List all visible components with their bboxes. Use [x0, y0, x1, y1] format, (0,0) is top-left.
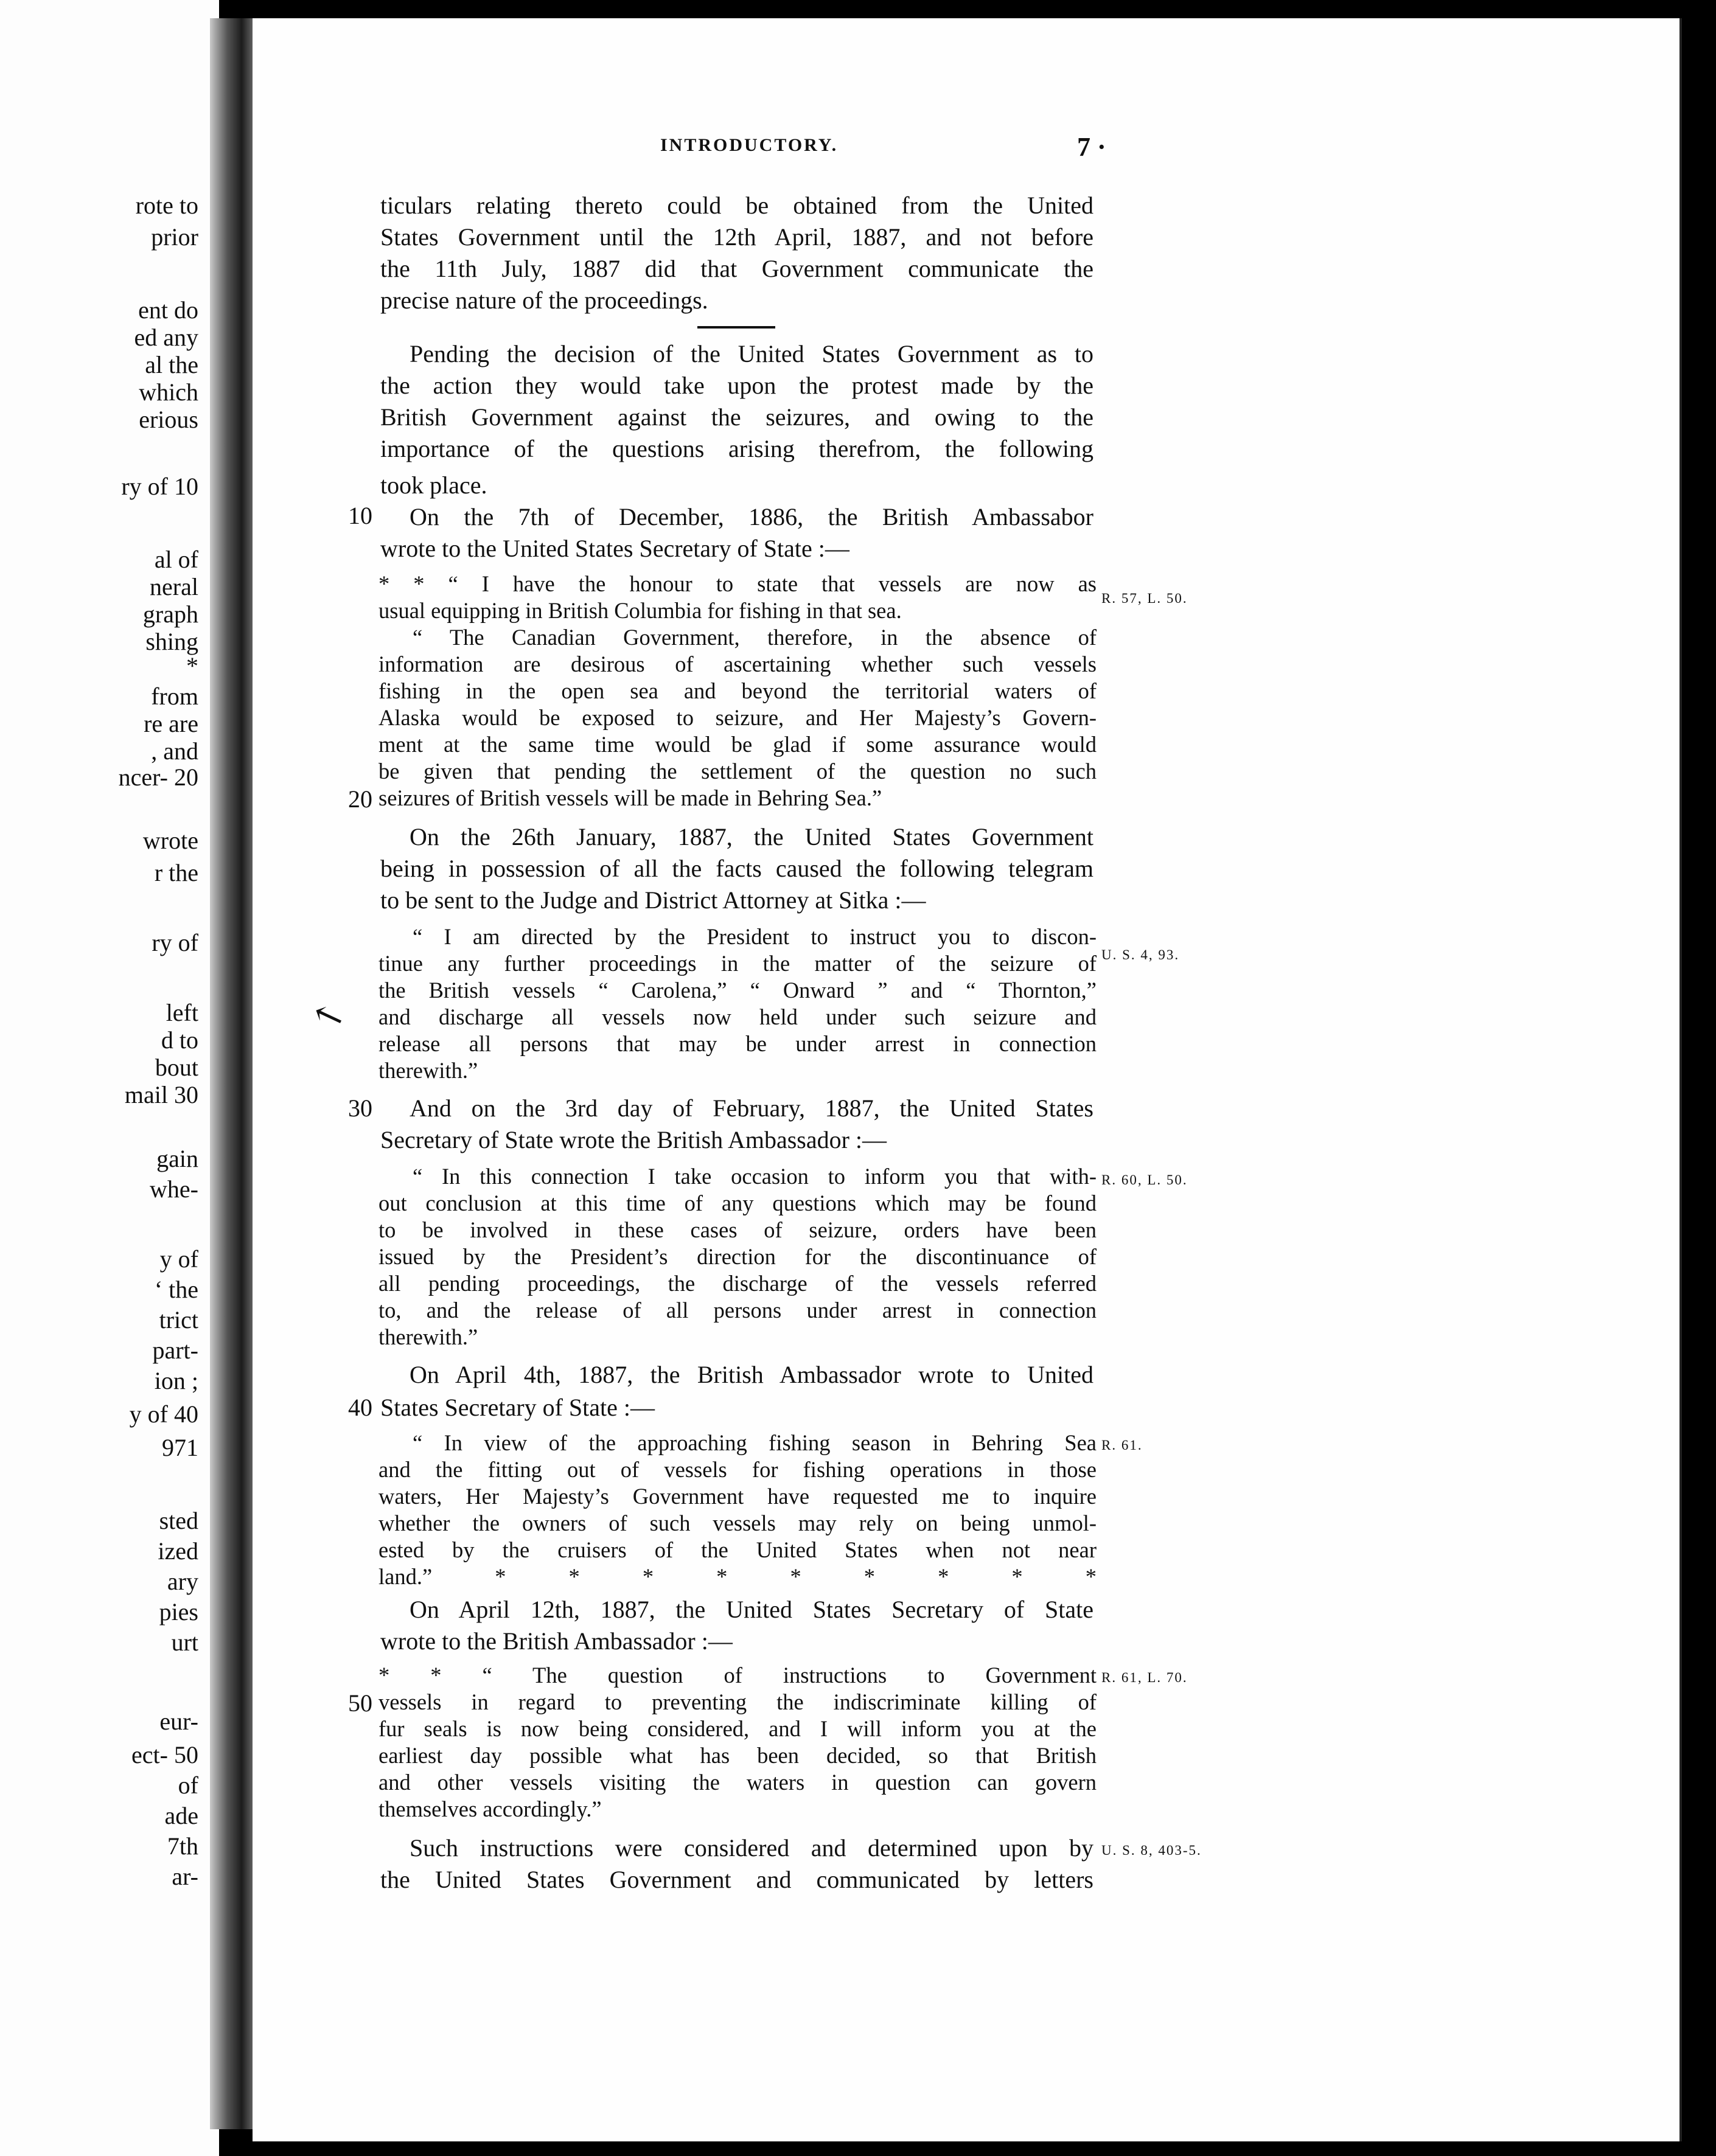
left-page-line: ized — [158, 1537, 198, 1565]
left-page-line: ect- 50 — [131, 1741, 198, 1768]
body-line: precise nature of the proceedings. — [380, 287, 708, 314]
line-number: 40 — [348, 1394, 372, 1421]
quote-line: waters, Her Majesty’s Government have requested me to inquire — [378, 1484, 1097, 1509]
quote-line: fishing in the open sea and beyond the territorial waters of — [378, 678, 1097, 703]
quote-line: Alaska would be exposed to seizure, and Her Majesty’s Govern- — [378, 705, 1097, 730]
left-page-line: urt — [171, 1629, 198, 1656]
body-line: wrote to the British Ambassador :— — [380, 1627, 733, 1655]
body-line: On the 26th January, 1887, the United States Government — [410, 823, 1093, 850]
body-line: the action they would take upon the protest made by the — [380, 372, 1093, 399]
body-line: Such instructions were considered and determined upon by — [410, 1834, 1093, 1862]
left-page-line: ade — [164, 1802, 198, 1829]
left-page-line: gain — [156, 1145, 198, 1172]
quote-line: fur seals is now being considered, and I will inform you at the — [378, 1716, 1097, 1741]
quote-line: “ I am directed by the President to instruct you to discon- — [413, 924, 1097, 949]
quote-line: therewith.” — [378, 1324, 478, 1349]
quote-line: therewith.” — [378, 1058, 478, 1083]
left-page-line: ncer- 20 — [118, 763, 198, 791]
body-line: being in possession of all the facts caused the following telegram — [380, 855, 1093, 882]
left-page-line: ion ; — [154, 1367, 198, 1394]
handwritten-margin-mark: ↖ — [307, 992, 351, 1040]
quote-line: themselves accordingly.” — [378, 1796, 602, 1821]
left-page-line: graph — [142, 600, 198, 628]
quote-line: and other vessels visiting the waters in question can govern — [378, 1770, 1097, 1795]
quote-line: and discharge all vessels now held under such seizure and — [378, 1004, 1097, 1029]
quote-line: ested by the cruisers of the United States when not near — [378, 1537, 1097, 1562]
quote-line: the British vessels “ Carolena,” “ Onward ” and “ Thornton,” — [378, 978, 1097, 1003]
left-page-line: y of 40 — [129, 1400, 198, 1428]
left-page-line: al of — [154, 546, 198, 573]
left-page-line: prior — [151, 223, 198, 251]
quote-line: be given that pending the settlement of the question no such — [378, 759, 1097, 784]
left-page-line: neral — [150, 573, 198, 600]
quote-line: “ The Canadian Government, therefore, in the absence of — [413, 625, 1097, 650]
quote-line: seizures of British vessels will be made in Behring Sea.” — [378, 785, 882, 810]
left-page-line: ar- — [172, 1863, 198, 1890]
left-page-line: mail 30 — [124, 1081, 198, 1108]
quote-line: issued by the President’s direction for the discontinuance of — [378, 1244, 1097, 1269]
quote-line: information are desirous of ascertaining whether such vessels — [378, 652, 1097, 676]
left-page-line: whe- — [150, 1175, 198, 1203]
section-rule — [697, 326, 775, 329]
body-line: ticulars relating thereto could be obtained from the United — [380, 192, 1093, 219]
left-page-line: which — [139, 378, 198, 406]
quote-line: release all persons that may be under arrest in connection — [378, 1031, 1097, 1056]
body-line: And on the 3rd day of February, 1887, the United States — [410, 1094, 1093, 1122]
page-header — [0, 132, 1716, 165]
left-page-line: left — [166, 999, 198, 1026]
left-page-line: re are — [144, 710, 198, 737]
left-page-line: , and — [151, 737, 198, 765]
body-line: States Secretary of State :— — [380, 1394, 655, 1421]
left-page-line: ry of 10 — [121, 473, 198, 500]
body-line: to be sent to the Judge and District Attorney at Sitka :— — [380, 886, 926, 914]
left-page-line: ed any — [134, 324, 198, 351]
left-page-line: sted — [159, 1507, 198, 1534]
left-page-line: rote to — [135, 192, 198, 219]
line-number: 30 — [348, 1094, 372, 1122]
line-number: 10 — [348, 502, 372, 529]
margin-reference: R. 61. — [1101, 1438, 1143, 1453]
left-page-line: trict — [159, 1306, 198, 1334]
quote-line: “ In view of the approaching fishing season in Behring Sea — [413, 1430, 1097, 1455]
left-page-line: part- — [152, 1337, 198, 1364]
quote-line: tinue any further proceedings in the matter of the seizure of — [378, 951, 1097, 976]
quote-line: earliest day possible what has been decided, so that British — [378, 1743, 1097, 1768]
quote-line: all pending proceedings, the discharge of the vessels referred — [378, 1271, 1097, 1296]
left-page-line: erious — [139, 406, 198, 433]
quote-line: whether the owners of such vessels may rely on being unmol- — [378, 1511, 1097, 1535]
left-page-line: * — [186, 652, 198, 680]
page-number: 7 · — [1077, 132, 1106, 162]
body-line: On the 7th of December, 1886, the British Ambassabor — [410, 503, 1093, 530]
body-line: took place. — [380, 471, 487, 499]
quote-line: “ In this connection I take occasion to inform you that with- — [413, 1164, 1097, 1189]
quote-line: land.” * * * * * * * * * — [378, 1564, 1097, 1589]
left-page-line: 7th — [167, 1832, 198, 1860]
left-page-line: 971 — [162, 1434, 198, 1461]
quote-line: usual equipping in British Columbia for fishing in that sea. — [378, 598, 902, 623]
body-line: Secretary of State wrote the British Ambassador :— — [380, 1126, 887, 1153]
quote-line: * * “ I have the honour to state that vessels are now as — [378, 571, 1097, 596]
left-page-line: ry of — [152, 929, 198, 956]
left-page-line: al the — [145, 351, 198, 378]
quote-line: vessels in regard to preventing the indiscriminate killing of — [378, 1689, 1097, 1714]
left-page-fragment — [0, 0, 219, 2156]
left-page-line: ‘ the — [154, 1276, 198, 1303]
margin-reference: R. 57, L. 50. — [1101, 591, 1188, 606]
quote-line: and the fitting out of vessels for fishing operations in those — [378, 1457, 1097, 1482]
body-line: On April 4th, 1887, the British Ambassador wrote to United — [410, 1361, 1093, 1388]
left-page-line: wrote — [142, 827, 198, 854]
running-title: INTRODUCTORY. — [660, 135, 839, 155]
left-page-line: of — [178, 1772, 198, 1799]
left-page-line: shing — [145, 628, 198, 655]
body-line: States Government until the 12th April, 1887, and not before — [380, 223, 1093, 251]
body-line: wrote to the United States Secretary of State :— — [380, 535, 849, 562]
quote-line: to be involved in these cases of seizure, orders have been — [378, 1217, 1097, 1242]
body-line: the 11th July, 1887 did that Government communicate the — [380, 255, 1093, 282]
quote-line: out conclusion at this time of any questions which may be found — [378, 1191, 1097, 1215]
body-line: the United States Government and communicated by letters — [380, 1866, 1093, 1893]
left-page-line: from — [151, 683, 198, 710]
margin-reference: R. 60, L. 50. — [1101, 1172, 1188, 1188]
left-page-line: pies — [159, 1598, 198, 1626]
line-number: 20 — [348, 785, 372, 813]
quote-line: * * “ The question of instructions to Government — [378, 1663, 1097, 1688]
body-line: Pending the decision of the United States Government as to — [410, 340, 1093, 367]
quote-line: to, and the release of all persons under arrest in connection — [378, 1298, 1097, 1323]
body-line: On April 12th, 1887, the United States Secretary of State — [410, 1596, 1093, 1623]
margin-reference: U. S. 4, 93. — [1101, 947, 1180, 962]
left-page-line: ent do — [138, 296, 198, 324]
body-line: British Government against the seizures, and owing to the — [380, 403, 1093, 431]
left-page-line: eur- — [159, 1708, 198, 1735]
margin-reference: U. S. 8, 403-5. — [1101, 1843, 1202, 1858]
body-line: importance of the questions arising therefrom, the following — [380, 435, 1093, 462]
margin-reference: R. 61, L. 70. — [1101, 1670, 1188, 1685]
left-page-line: bout — [155, 1054, 198, 1081]
left-page-line: ary — [167, 1568, 198, 1595]
left-page-line: r the — [154, 859, 198, 886]
left-page-line: y of — [159, 1245, 198, 1273]
quote-line: ment at the same time would be glad if some assurance would — [378, 732, 1097, 757]
left-page-line: d to — [161, 1026, 198, 1054]
line-number: 50 — [348, 1689, 372, 1717]
